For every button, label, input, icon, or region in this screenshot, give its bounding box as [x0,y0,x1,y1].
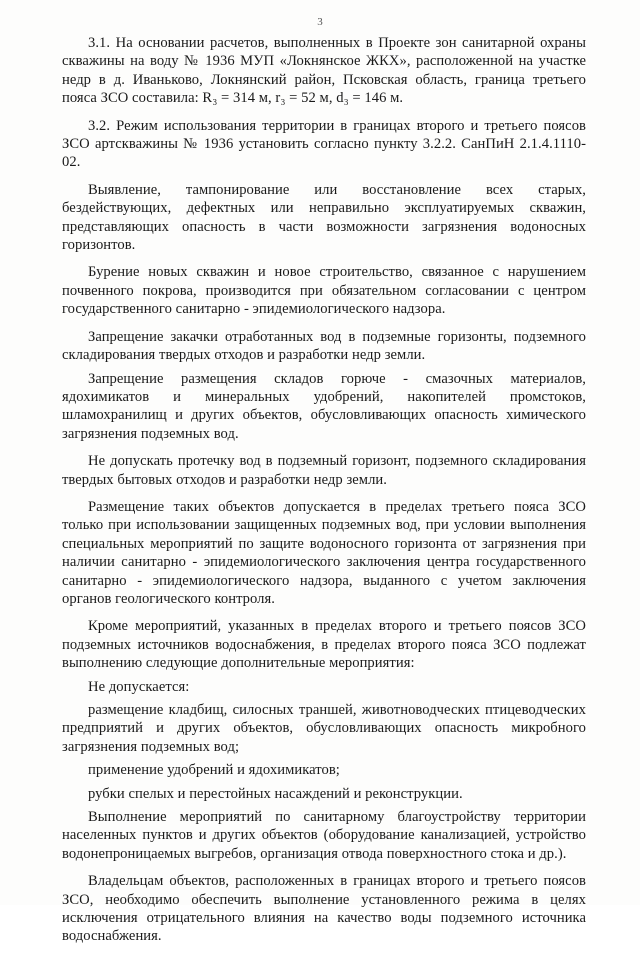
document-body [62,34,586,955]
paragraph-wells-plugging: Выявление, тампонирование или восстановление всех старых, бездействующих, дефектных или неправильно эксплуатируемых скважин, представляющих опасность в части возможности загрязнения водоносных горизонтов. [62,181,586,254]
paragraph-leak-ban: Не допускать протечку вод в подземный горизонт, подземного складирования твердых бытовых отходов и разработки недр земли. [62,453,586,488]
paragraph-sanitary-improvement: Выполнение мероприятий по санитарному благоустройству территории населенных пунктов и других объектов (оборудование канализацией, устройство водонепроницаемых выгребов, организация отвода поверхностного стока и др.). [62,809,586,862]
paragraph-third-belt-placement: Размещение таких объектов допускается в пределах третьего пояса ЗСО только при использовании защищенных подземных вод, при условии выполнения специальных мероприятий по защите водоносного горизонта от загрязнения при наличии санитарно - эпидемиологического заключения центра государственного санитарно - эпидемиологического надзора, выданного с учетом заключения органов геологического контроля. [62,498,586,607]
list-item-cemeteries: размещение кладбищ, силосных траншей, животноводческих птицеводческих предприятий и других объектов, обусловливающих опасность микробного загрязнения подземных вод; [62,702,586,755]
page-number: 3 [317,16,323,28]
paragraph-new-drilling: Бурение новых скважин и новое строительство, связанное с нарушением почвенного покрова, производится при обязательном согласовании с центром государственного санитарно - эпидемиологического надзора. [62,264,586,318]
paragraph-storage-ban: Запрещение размещения складов горюче - смазочных материалов, ядохимикатов и минеральных удобрений, накопителей промстоков, шламохранилищ и других объектов, обусловливающих опасность химического загрязнения подземных вод. [62,370,586,442]
paragraph-second-belt-measures: Кроме мероприятий, указанных в пределах второго и третьего поясов ЗСО подземных источников водоснабжения, в пределах второго пояса ЗСО подлежат выполнению следующие дополнительные мероприятия: [62,618,586,672]
list-item-fertilizers: применение удобрений и ядохимикатов; [88,762,340,779]
paragraph-not-allowed: Не допускается: [88,678,190,695]
list-item-logging: рубки спелых и перестойных насаждений и реконструкции. [88,785,463,802]
paragraph-3-1: 3.1. На основании расчетов, выполненных в Проекте зон санитарной охраны скважины на воду № 1936 МУП «Локнянское ЖКХ», расположенной на участке недр в д. Иваньково, Локнянский район, Псковская область, граница третьего пояса ЗСО составила: R₃ = 314 м, r₃ = 52 м, d₃ = 146 м. [62,35,586,107]
paragraph-injection-ban: Запрещение закачки отработанных вод в подземные горизонты, подземного складирования твердых отходов и разработки недр земли. [62,328,586,364]
paragraph-owners-obligation: Владельцам объектов, расположенных в границах второго и третьего поясов ЗСО, необходимо обеспечить выполнение установленного режима в целях исключения отрицательного влияния на качество воды подземного источника водоснабжения. [62,873,586,945]
paragraph-3-2: 3.2. Режим использования территории в границах второго и третьего поясов ЗСО артскважины № 1936 установить согласно пункту 3.2.2. СанПиН 2.1.4.1110-02. [62,117,586,171]
